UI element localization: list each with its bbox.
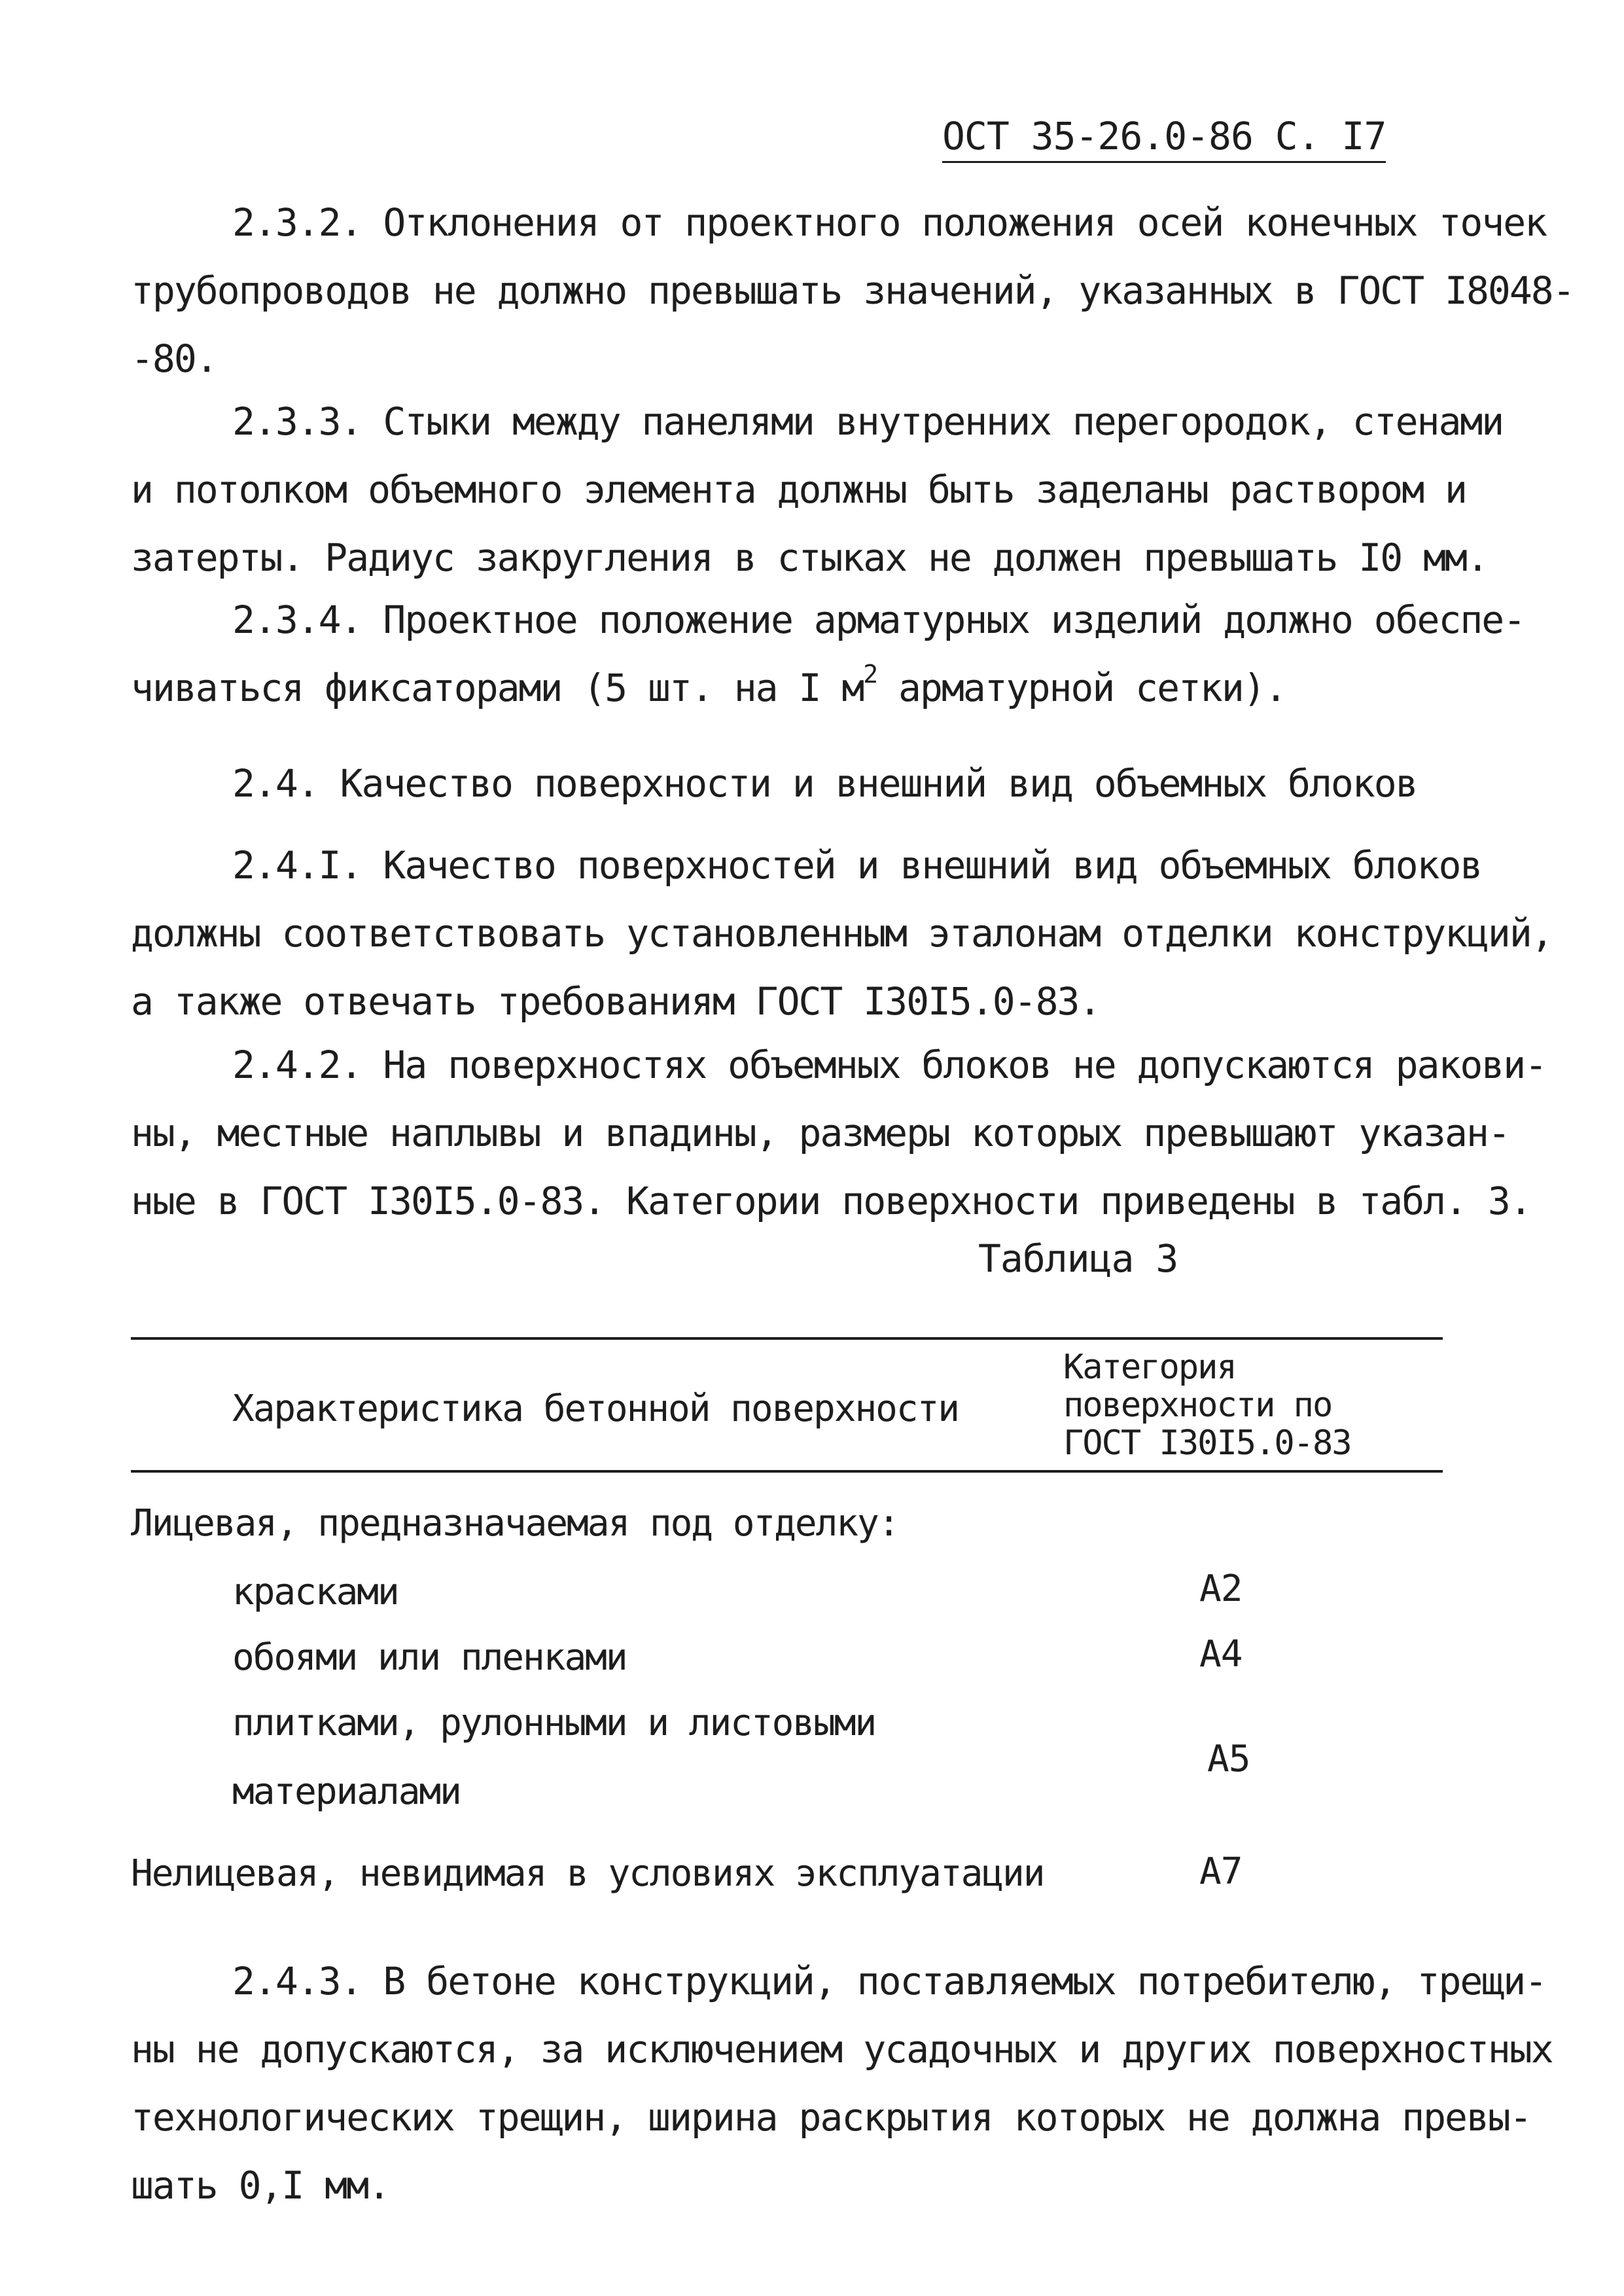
table-row-value: А2 <box>1199 1568 1243 1610</box>
paragraph-text: арматурной сетки). <box>877 666 1286 710</box>
table-caption: Таблица 3 <box>978 1236 1178 1281</box>
table-row-label: плитками, рулонными и листовыми <box>232 1702 876 1744</box>
section-heading-2-4 <box>131 749 1479 817</box>
paragraph-2-4-3 <box>131 1947 1553 2219</box>
paragraph-line: а также отвечать требованиям ГОСТ I30I5.0-83. <box>131 979 1101 1024</box>
paragraph-line: затерты. Радиус закругления в стыках не должен превышать I0 мм. <box>131 535 1488 580</box>
paragraph-line <box>131 654 1479 726</box>
table-row-group-label: Лицевая, предназначаемая под отделку: <box>131 1502 899 1545</box>
table-header-category-line: ГОСТ I30I5.0-83 <box>1063 1424 1351 1463</box>
table-row-label-continued: материалами <box>232 1770 461 1813</box>
paragraph-line: и потолком объемного элемента должны быть заделаны раствором и <box>131 467 1466 512</box>
paragraph-line: технологических трещин, ширина раскрытия которых не должна превы- <box>131 2095 1531 2140</box>
paragraph-line: -80. <box>131 336 217 381</box>
paragraph-line: должны соответствовать установленным эталонам отделки конструкций, <box>131 911 1553 956</box>
paragraph-line: ны, местные наплывы и впадины, размеры которых превышают указан- <box>131 1111 1509 1155</box>
paragraph-line: 2.3.3. Стыки между панелями внутренних перегородок, стенами <box>232 399 1504 444</box>
paragraph-line: ны не допускаются, за исключением усадочных и других поверхностных <box>131 2027 1553 2072</box>
table-top-rule <box>131 1337 1443 1340</box>
paragraph-line: шать 0,I мм. <box>131 2163 390 2208</box>
table-row-value: А5 <box>1207 1738 1250 1780</box>
paragraph-line: 2.4.3. В бетоне конструкций, поставляемых потребителю, трещи- <box>232 1959 1547 2003</box>
paragraph-2-3-3 <box>131 387 1504 592</box>
paragraph-2-4-2 <box>131 1031 1547 1235</box>
table-header-category-line: Категория <box>1063 1348 1236 1387</box>
section-heading-text: 2.4. Качество поверхности и внешний вид объемных блоков <box>232 761 1417 806</box>
paragraph-line: 2.4.I. Качество поверхностей и внешний вид объемных блоков <box>232 843 1482 888</box>
paragraph-text: чиваться фиксаторами (5 шт. на I м <box>131 666 864 710</box>
table-row-value: А4 <box>1199 1633 1243 1676</box>
table-row-label: обоями или пленками <box>232 1636 627 1679</box>
superscript-exponent: 2 <box>863 660 877 689</box>
table-row-label: красками <box>232 1571 398 1613</box>
table-header-category <box>1063 1348 1351 1462</box>
paragraph-line: 2.3.4. Проектное положение арматурных изделий должно обеспе- <box>232 598 1525 642</box>
paragraph-2-3-4 <box>131 586 1525 726</box>
paragraph-line: ные в ГОСТ I30I5.0-83. Категории поверхности приведены в табл. 3. <box>131 1179 1531 1223</box>
paragraph-2-3-2 <box>131 188 1574 393</box>
paragraph-2-4-1 <box>131 831 1553 1035</box>
page-header-designation: ОСТ 35-26.0-86 С. I7 <box>942 111 1386 163</box>
table-header-category-line: поверхности по <box>1063 1386 1332 1425</box>
paragraph-line: 2.3.2. Отклонения от проектного положения осей конечных точек <box>232 200 1547 245</box>
table-header-rule <box>131 1470 1443 1473</box>
table-row-label: Нелицевая, невидимая в условиях эксплуатации <box>131 1852 1044 1895</box>
paragraph-line: 2.4.2. На поверхностях объемных блоков не допускаются ракови- <box>232 1043 1547 1087</box>
table-header-characteristic: Характеристика бетонной поверхности <box>232 1388 959 1430</box>
paragraph-line: трубопроводов не должно превышать значений, указанных в ГОСТ I8048- <box>131 268 1574 313</box>
table-row-value: А7 <box>1199 1850 1243 1893</box>
